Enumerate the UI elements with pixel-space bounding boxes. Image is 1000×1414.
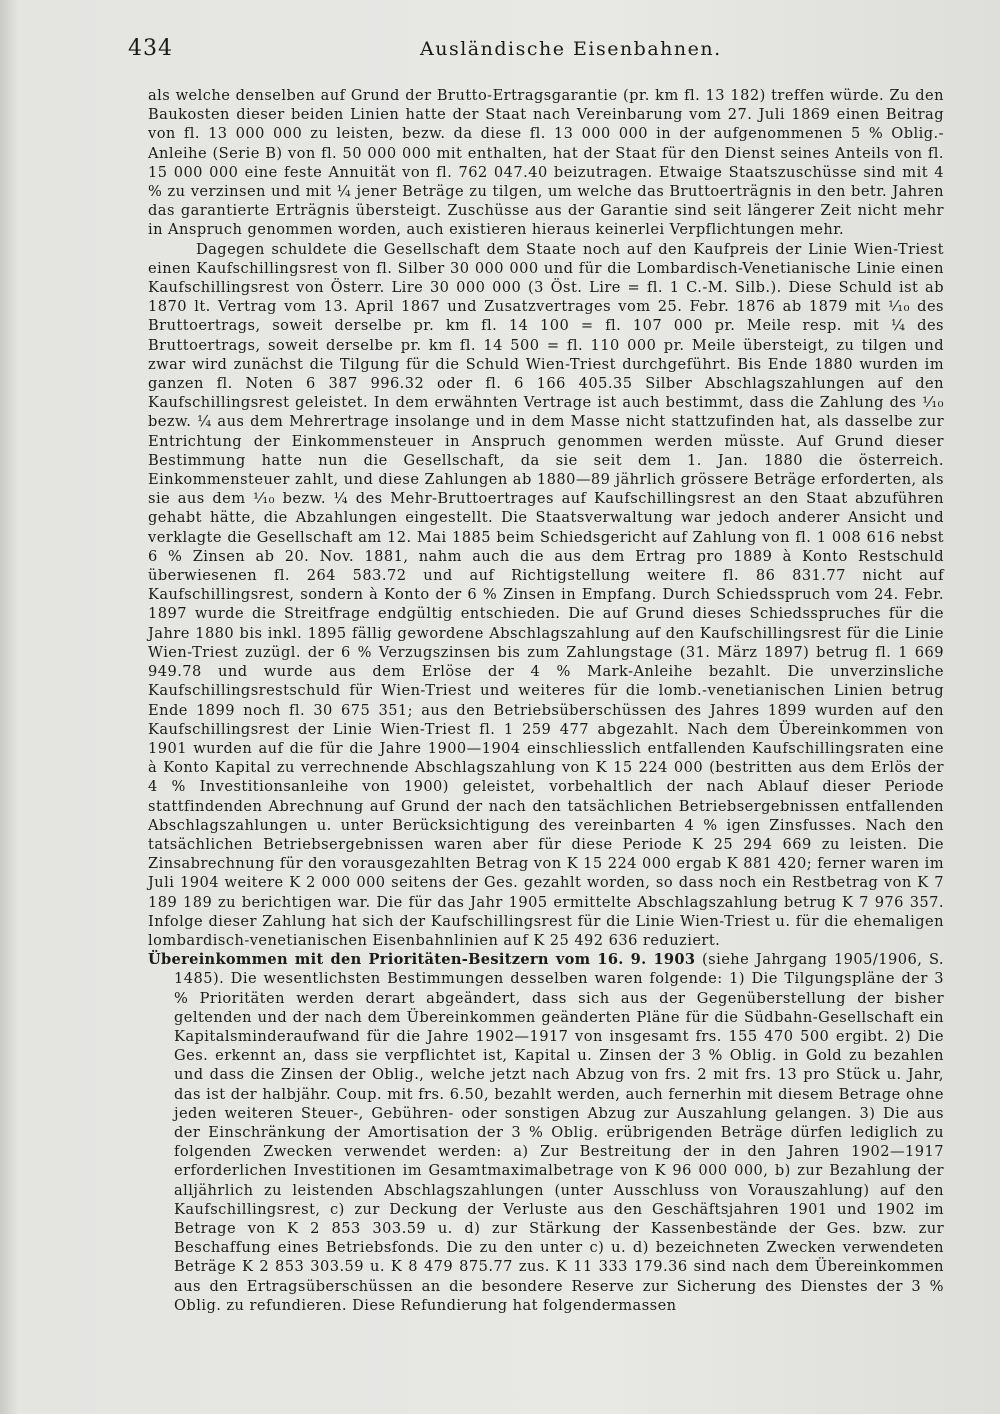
paragraph-kaufschillingsrest: Dagegen schuldete die Gesellschaft dem Staate noch auf den Kaufpreis der Linie Wien-Triest einen Kaufschillingsrest von fl. Silber 30 000 000 und für die Lombardisch-Venetianische Linie einen Kaufschillingsrest von Österr. Lire 30 000 000 (3 Öst. Lire = fl. 1 C.-M. Silb.). Diese Schuld ist ab 1870 lt. Vertrag vom 13. April 1867 und Zusatzvertrages vom 25. Febr. 1876 ab 1879 mit ¹⁄₁₀ des Bruttoertrags, soweit derselbe pr. km fl. 14 100 = fl. 107 000 pr. Meile resp. mit ¼ des Bruttoertrags, soweit derselbe pr. km fl. 14 500 = fl. 110 000 pr. Meile übersteigt, zu tilgen und zwar wird zunächst die Tilgung für die Schuld Wien-Triest durchgeführt. Bis Ende 1880 wurden im ganzen fl. Noten 6 387 996.32 oder fl. 6 166 405.35 Silber Abschlagszahlungen auf den Kaufschillingsrest geleistet. In dem erwähnten Vertrage ist auch bestimmt, dass die Zahlung des ¹⁄₁₀ bezw. ¼ aus dem Mehrertrage insolange und in dem Masse nicht stattzufinden hat, als dasselbe zur Entrichtung der Einkommensteuer in Anspruch genommen werden müsste. Auf Grund dieser Bestimmung hatte nun die Gesellschaft, da sie seit dem 1. Jan. 1880 die österreich. Einkommensteuer zahlt, und diese Zahlungen ab 1880—89 jährlich grössere Beträge erforderten, als sie aus dem ¹⁄₁₀ bezw. ¼ des Mehr-Bruttoertrages auf Kaufschillingsrest an den Staat abzuführen gehabt hätte, die Abzahlungen eingestellt. Die Staatsverwaltung war jedoch anderer Ansicht und verklagte die Gesellschaft am 12. Mai 1885 beim Schiedsgericht auf Zahlung von fl. 1 008 616 nebst 6 % Zinsen ab 20. Nov. 1881, nahm auch die aus dem Ertrag pro 1889 à Konto Restschuld überwiesenen fl. 264 583.72 und auf Richtigstellung weitere fl. 86 831.77 nicht auf Kaufschillingsrest, sondern à Konto der 6 % Zinsen in Empfang. Durch Schiedsspruch vom 24. Febr. 1897 wurde die Streitfrage endgültig entschieden. Die auf Grund dieses Schiedsspruches für die Jahre 1880 bis inkl. 1895 fällig gewordene Abschlagszahlung auf den Kaufschillingsrest für die Linie Wien-Triest zuzügl. der 6 % Verzugszinsen bis zum Zahlungstage (31. März 1897) betrug fl. 1 669 949.78 und wurde aus dem Erlöse der 4 % Mark-Anleihe bezahlt. Die unverzinsliche Kaufschillingsrestschuld für Wien-Triest und weiteres für die lomb.-venetianischen Linien betrug Ende 1899 noch fl. 30 675 351; aus den Betriebsüberschüssen des Jahres 1899 wurden auf den Kaufschillingsrest der Linie Wien-Triest fl. 1 259 477 abgezahlt. Nach dem Übereinkommen von 1901 wurden auf die für die Jahre 1900—1904 einschliesslich entfallenden Kaufschillingsraten eine à Konto Kapital zu verrechnende Abschlagszahlung von K 15 224 000 (bestritten aus dem Erlös der 4 % Investitionsanleihe von 1900) geleistet, vorbehaltlich der nach Ablauf dieser Periode stattfindenden Abrechnung auf Grund der nach den tatsächlichen Betriebsergebnissen entfallenden Abschlagszahlungen u. unter Berücksichtigung des vereinbarten 4 % igen Zinsfusses. Nach den tatsächlichen Betriebsergebnissen waren aber für diese Periode K 25 294 669 zu leisten. Die Zinsabrechnung für den vorausgezahlten Betrag von K 15 224 000 ergab K 881 420; ferner waren im Juli 1904 weitere K 2 000 000 seitens der Ges. gezahlt worden, so dass noch ein Restbetrag von K 7 189 189 zu berichtigen war. Die für das Jahr 1905 ermittelte Abschlagszahlung betrug K 7 976 357. Infolge dieser Zahlung hat sich der Kaufschillingsrest für die Linie Wien-Triest u. für die ehemaligen lombardisch-venetianischen Eisenbahnlinien auf K 25 492 636 reduziert.	[148, 240, 944, 949]
section-lead-text: (siehe Jahrgang 1905/1906, S. 1485). Die wesentlichsten Bestimmungen desselben waren folgende: 1) Die Tilgungspläne der 3 % Prioritäten werden derart abgeändert, dass sich aus der Gegenüberstellung der bisher geltenden und der nach dem Übereinkommen geänderten Pläne für die Südbahn-Gesellschaft ein Kapitalsminderaufwand für die Jahre 1902—1917 von insgesamt frs. 155 470 500 ergibt. 2) Die Ges. erkennt an, dass sie verpflichtet ist, Kapital u. Zinsen der 3 % Oblig. in Gold zu bezahlen und dass die Zinsen der Oblig., welche jetzt nach Abzug von frs. 2 mit frs. 13 pro Stück u. Jahr, das ist der halbjähr. Coup. mit frs. 6.50, bezahlt werden, auch fernerhin mit diesem Betrage ohne jeden weiteren Steuer-, Gebühren- oder sonstigen Abzug zur Auszahlung gelangen. 3) Die aus der Einschränkung der Amortisation der 3 % Oblig. erübrigenden Beträge dürfen lediglich zu folgenden Zwecken verwendet werden: a) Zur Bestreitung der in den Jahren 1902—1917 erforderlichen Investitionen im Gesamtmaximalbetrage von K 96 000 000, b) zur Bezahlung der alljährlich zu leistenden Abschlagszahlungen (unter Ausschluss von Vorauszahlung) auf den Kaufschillingsrest, c) zur Deckung der Verluste aus den Geschäftsjahren 1901 und 1902 im Betrage von K 2 853 303.59 u. d) zur Stärkung der Kassenbestände der Ges. bzw. zur Beschaffung eines Betriebsfonds. Die zu den unter c) u. d) bezeichneten Zwecken verwendeten Beträge K 2 853 303.59 u. K 8 479 875.77 zus. K 11 333 179.36 sind nach dem Übereinkommen aus den Ertragsüberschüssen an die besondere Reserve zur Sicherung des Dienstes der 3 % Oblig. zu refundieren. Diese Refundierung hat folgendermassen	[174, 951, 945, 1314]
paragraph-uebereinkommen	[148, 950, 945, 1315]
paragraph-guarantee: als welche denselben auf Grund der Brutto-Ertragsgarantie (pr. km fl. 13 182) treffen würde. Zu den Baukosten dieser beiden Linien hatte der Staat nach Vereinbarung vom 27. Juli 1869 einen Beitrag von fl. 13 000 000 zu leisten, bezw. da diese fl. 13 000 000 in der aufgenommenen 5 % Oblig.-Anleihe (Serie B) von fl. 50 000 000 mit enthalten, hat der Staat für den Dienst seines Anteils von fl. 15 000 000 eine feste Annuität von fl. 762 047.40 beizutragen. Etwaige Staatszuschüsse sind mit 4 % zu verzinsen und mit ¼ jener Beträge zu tilgen, um welche das Bruttoerträgnis in den betr. Jahren das garantierte Erträgnis übersteigt. Zuschüsse aus der Garantie sind seit längerer Zeit nicht mehr in Anspruch genommen worden, auch existieren hieraus keinerlei Verpflichtungen mehr.	[148, 87, 944, 239]
page-number: 434	[128, 36, 173, 61]
running-title: Ausländische Eisenbahnen.	[420, 38, 722, 60]
body-text	[148, 86, 944, 1315]
page-header	[128, 36, 960, 66]
section-lead-heading: Übereinkommen mit den Prioritäten-Besitzern vom 16. 9. 1903	[148, 951, 696, 969]
